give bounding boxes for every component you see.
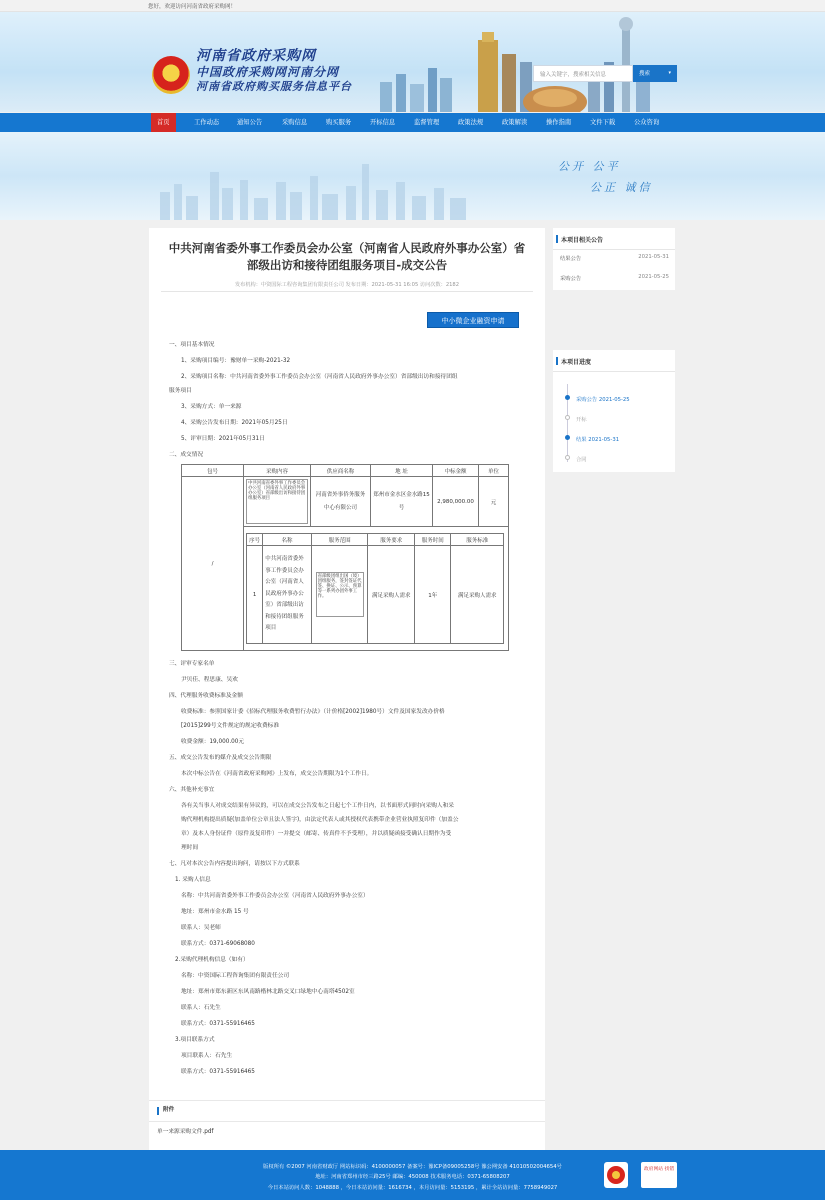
timeline-dot — [565, 435, 570, 440]
nav-consultation[interactable]: 公众咨询 — [634, 119, 660, 126]
col-no: 序号 — [247, 534, 263, 546]
progress-step: 开标 — [576, 417, 587, 423]
site-title-1: 河南省政府采购网 — [196, 48, 316, 64]
buyer-address: 地址：郑州市金水路 15 号 — [181, 909, 249, 915]
attachment-marker — [157, 1107, 159, 1115]
top-bar — [0, 0, 825, 12]
divider — [149, 1121, 545, 1122]
divider — [149, 1100, 545, 1101]
footer-stats: 今日本站访问人数：1048888 ，今日本站访问量：1616734 ，本月访问量：5153195 ，累计全站访问量：7758949027 — [267, 1185, 558, 1191]
article-title-line-1: 中共河南省委外事工作委员会办公室（河南省人民政府外事办公室）省 — [168, 241, 526, 255]
agency-address: 地址：郑州市郑东新区东风南路楷林北路交叉口绿地中心南塔4502室 — [181, 989, 355, 995]
slogan-1: 公开 公平 — [558, 160, 621, 173]
project-progress-panel — [553, 350, 675, 472]
chevron-down-icon: ▾ — [668, 70, 671, 76]
project-contact: 项目联系人：石先生 — [181, 1053, 233, 1059]
nav-supervision[interactable]: 监督管理 — [414, 119, 440, 126]
agency-contact: 联系人：石先生 — [181, 1005, 221, 1011]
procurement-method: 3、采购方式：单一来源 — [181, 404, 242, 410]
slogan-2: 公正 诚信 — [590, 181, 653, 194]
col-package: 包号 — [182, 465, 244, 477]
city-silhouette-illustration — [150, 152, 500, 220]
agency-phone: 联系方式：0371-55916465 — [181, 1021, 255, 1027]
other-text-4: 理时间 — [181, 845, 199, 851]
buyer-contact: 联系人：吴老师 — [181, 925, 221, 931]
col-time: 服务时间 — [415, 534, 451, 546]
other-text-2: 购代理机构提出质疑(加盖单位公章且法人签字)，由法定代表人或其授权代表携带企业营业执照复印件（加盖公 — [181, 817, 459, 823]
service-table — [246, 533, 504, 644]
related-item-date: 2021-05-31 — [638, 254, 669, 260]
related-item-name: 采购公告 — [560, 276, 582, 282]
service-name: 中共河南省委外事工作委员会办公室（河南省人民政府外事办公室）省部级出访和接待团组服务项目 — [263, 546, 312, 644]
related-item-name: 结果公告 — [560, 256, 582, 262]
supplier-address: 郑州市金水区金水路15号 — [371, 477, 433, 527]
amount-unit: 元 — [478, 477, 508, 527]
related-notices-panel — [553, 228, 675, 290]
related-notices-title: 本项目相关公告 — [553, 228, 675, 250]
section-1-heading: 一、项目基本情况 — [169, 342, 215, 348]
national-emblem-icon — [152, 56, 190, 94]
section-2-heading: 二、成交情况 — [169, 452, 204, 458]
other-text-3: 章）及本人身份证件（原件及复印件）一并提交（邮寄、传真件不予受理），并以质疑函接受确认日期作为受 — [181, 831, 452, 837]
other-text-1: 各有关当事人对成交结果有异议的，可以在成交公告发布之日起七个工作日内，以书面形式同时向采购人和采 — [181, 803, 454, 809]
expert-list: 尹贝佳、程思康、吴欢 — [181, 677, 238, 683]
nav-notices[interactable]: 通知公告 — [237, 119, 263, 126]
related-item[interactable] — [553, 274, 675, 286]
review-date: 5、评审日期：2021年05月31日 — [181, 436, 265, 442]
search-input[interactable]: 输入关键字，搜索相关信息 — [533, 65, 633, 82]
content-textarea[interactable]: 中共河南省委外事工作委员会办公室（河南省人民政府外事办公室）省部级出访和接待团组服务项目 — [246, 479, 308, 524]
fee-standard-1: 收费标准：参照国家计委《招标代理服务收费暂行办法》（计价格[2002]1980号）文件及国家发改办价格 — [181, 709, 445, 715]
gov-site-error-badge[interactable]: 政府网站 找错 — [641, 1162, 677, 1188]
project-phone: 联系方式：0371-55916465 — [181, 1069, 255, 1075]
project-name-cont: 服务项目 — [169, 388, 192, 394]
agency-heading: 2.采购代理机构信息（如有） — [175, 957, 249, 963]
col-name: 名称 — [263, 534, 312, 546]
section-5-heading: 五、成交公告发布的媒介及成交公告期限 — [169, 755, 272, 761]
section-4-heading: 四、代理服务收费标准及金额 — [169, 693, 243, 699]
nav-bid-opening[interactable]: 开标信息 — [370, 119, 396, 126]
article-panel — [149, 228, 545, 1150]
progress-step[interactable]: 采购公告 2021-05-25 — [576, 397, 630, 403]
timeline-dot — [565, 395, 570, 400]
welcome-text: 您好，欢迎访问河南省政府采购网！ — [148, 4, 237, 10]
related-item[interactable] — [553, 254, 675, 266]
section-3-heading: 三、评审专家名单 — [169, 661, 215, 667]
footer-copyright: 版权所有 ©2007 河南省财政厅 网站标识码：4100000057 备案号：豫ICP备09005258号 豫公网安备 41010502004654号 — [263, 1164, 562, 1170]
city-skyline-illustration — [360, 12, 720, 112]
announce-date: 4、采购公告发布日期：2021年05月25日 — [181, 420, 288, 426]
timeline-dot — [565, 415, 570, 420]
attachment-link[interactable]: 单一来源采购文件.pdf — [157, 1129, 214, 1135]
site-title-3: 河南省政府购买服务信息平台 — [196, 80, 352, 93]
progress-step[interactable]: 结果 2021-05-31 — [576, 437, 620, 443]
service-time: 1年 — [415, 546, 451, 644]
divider — [161, 291, 533, 292]
section-7-heading: 七、凡对本次公告内容提出询问，请按以下方式联系 — [169, 861, 300, 867]
project-name: 2、采购项目名称：中共河南省委外事工作委员会办公室（河南省人民政府外事办公室）省部级出访和接待团组 — [181, 374, 458, 380]
col-amount: 中标金额 — [433, 465, 479, 477]
nav-purchase-services[interactable]: 购买服务 — [326, 119, 352, 126]
project-contact-heading: 3.项目联系方式 — [175, 1037, 215, 1043]
nav-guide[interactable]: 操作指南 — [546, 119, 572, 126]
bid-amount: 2,980,000.00 — [433, 477, 479, 527]
header-banner — [0, 12, 825, 112]
col-scope: 服务范围 — [311, 534, 368, 546]
nav-procurement-info[interactable]: 采购信息 — [282, 119, 308, 126]
footer — [0, 1150, 825, 1200]
search-button-label: 搜索 — [639, 71, 651, 77]
site-title-2: 中国政府采购网河南分网 — [196, 65, 340, 79]
media-text: 本次中标公告在《河南省政府采购网》上发布，成交公告期限为1个工作日。 — [181, 771, 373, 777]
fee-amount: 收费金额：19,000.00元 — [181, 739, 245, 745]
service-standard: 满足采购人需求 — [451, 546, 504, 644]
footer-address: 地址：河南省郑州市经三路25号 邮编：450008 技术服务电话：0371-65808207 — [315, 1174, 510, 1180]
fee-standard-2: [2015]299号文件规定的规定收费标准 — [181, 723, 280, 729]
nav-policy-interpretation[interactable]: 政策解读 — [502, 119, 528, 126]
buyer-phone: 联系方式：0371-69068080 — [181, 941, 255, 947]
result-table — [181, 464, 509, 651]
timeline-dot — [565, 455, 570, 460]
attachment-title: 附件 — [163, 1107, 175, 1113]
col-standard: 服务标准 — [451, 534, 504, 546]
main-nav — [0, 113, 825, 132]
related-item-date: 2021-05-25 — [638, 274, 669, 280]
buyer-name: 名称：中共河南省委外事工作委员会办公室（河南省人民政府外事办公室） — [181, 893, 369, 899]
nav-work-news[interactable]: 工作动态 — [194, 119, 220, 126]
scope-textarea[interactable]: 省部级团组出国（境）团组服务，签封签证代签、换证、公示、预算等一系列办团外事工作。 — [316, 572, 364, 617]
slogan-banner — [0, 132, 825, 220]
section-6-heading: 六、其他补充事宜 — [169, 787, 215, 793]
project-progress-title: 本项目进度 — [553, 350, 675, 372]
nav-policies[interactable]: 政策法规 — [458, 119, 484, 126]
col-requirement: 服务要求 — [368, 534, 415, 546]
service-requirement: 满足采购人需求 — [368, 546, 415, 644]
col-content: 采购内容 — [244, 465, 311, 477]
supplier-name: 河南省外事侨务服务中心有限公司 — [311, 477, 371, 527]
col-supplier: 供应商名称 — [311, 465, 371, 477]
col-address: 地 址 — [371, 465, 433, 477]
article-title-line-2: 部级出访和接待团组服务项目-成交公告 — [246, 258, 448, 272]
service-no: 1 — [247, 546, 263, 644]
article-meta: 发布机构：中资国际工程咨询集团有限责任公司 发布日期：2021-05-31 16:05 访问次数：2182 — [234, 282, 460, 288]
nav-home[interactable]: 首页 — [151, 113, 176, 132]
project-number: 1、采购项目编号：豫财单一采购-2021-32 — [181, 358, 291, 364]
search-button[interactable] — [633, 65, 677, 82]
col-unit: 单位 — [478, 465, 508, 477]
buyer-heading: 1. 采购人信息 — [175, 877, 211, 883]
party-emblem-icon[interactable] — [604, 1162, 628, 1188]
agency-name: 名称：中资国际工程咨询集团有限责任公司 — [181, 973, 290, 979]
package-value: / — [182, 477, 244, 651]
nav-downloads[interactable]: 文件下载 — [590, 119, 616, 126]
sme-loan-button[interactable]: 中小微企业融资申请 — [427, 312, 519, 328]
progress-step: 合同 — [576, 457, 587, 463]
